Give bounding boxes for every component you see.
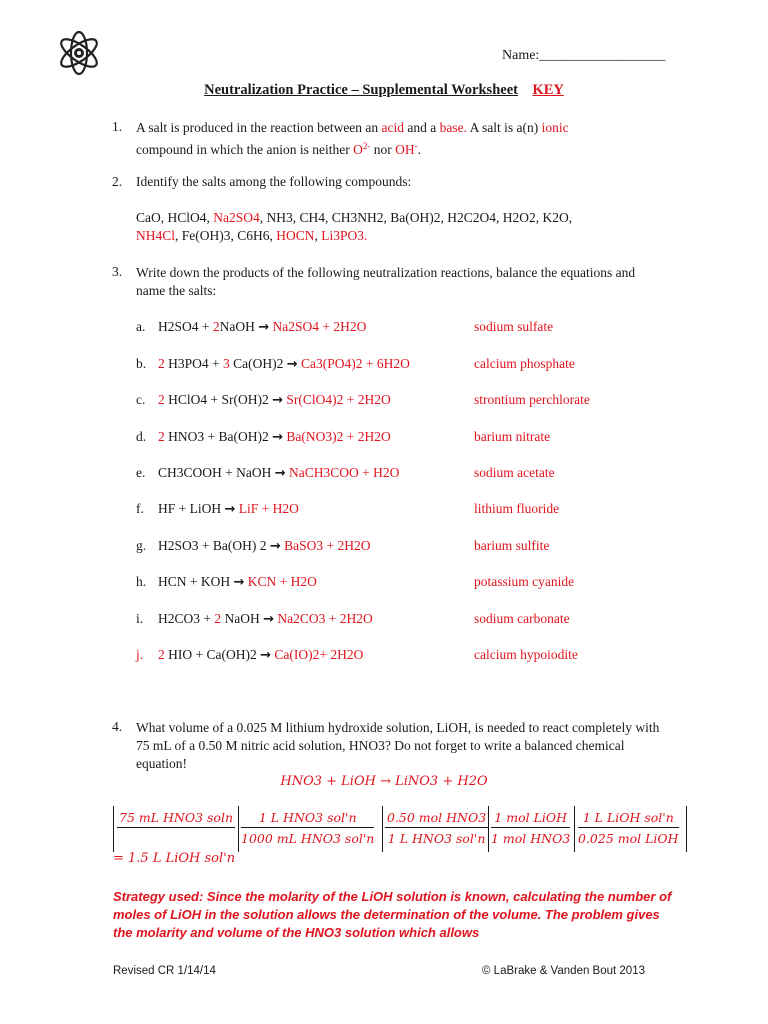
footer-revision: Revised CR 1/14/14 [113,965,216,977]
q4-result: = 1.5 L LiOH sol'n [113,851,236,866]
factor-denominator: 1 L HNO3 sol'n [387,831,486,846]
q2-prompt: Identify the salts among the following compounds: [136,174,412,189]
reaction-products: NaCH3COO + H2O [289,465,400,480]
title-text: Neutralization Practice – Supplemental Worksheet [204,82,518,98]
reaction-equation: 2 HNO3 + Ba(OH)2 → Ba(NO3)2 + 2H2O [158,429,391,445]
reaction-letter: d. [136,429,147,444]
q1-text: A salt is produced in the reaction between an acid and a base. A salt is a(n) ionic compound in which the anion is neither $O^{2-}$ nor OH-. [136,120,569,157]
q2-compounds-line2: NH4Cl, Fe(OH)3, C6H6, HOCN, Li3PO3. [136,228,368,243]
reaction-equation: 2 HClO4 + Sr(OH)2 → Sr(ClO4)2 + 2H2O [158,392,391,408]
reaction-equation: 2 HIO + Ca(OH)2 → Ca(IO)2+ 2H2O [158,647,364,663]
reaction-products: Sr(ClO4)2 + 2H2O [286,392,391,407]
fraction-divider [238,806,239,852]
reaction-letter: g. [136,538,147,553]
reaction-products: Na2SO4 + 2H2O [272,319,367,334]
salt-answer: Li3PO3 [321,228,365,243]
worksheet-title [0,82,768,99]
factor-denominator [117,828,235,831]
reaction-products: LiF + H2O [238,501,299,516]
reaction-letter: c. [136,392,146,407]
arrow-icon: → [263,612,275,627]
fraction-divider [686,806,687,852]
arrow-icon: → [274,466,286,481]
conversion-factor [385,810,488,846]
conversion-factor [117,810,235,831]
conversion-factor [491,810,570,846]
reaction-equation: 2 H3PO4 + 3 Ca(OH)2 → Ca3(PO4)2 + 6H2O [158,356,410,372]
salt-name: barium nitrate [474,429,551,444]
factor-numerator: 75 mL HNO3 soln [117,810,235,828]
salt-name: potassium cyanide [474,574,575,589]
reaction-equation: H2SO3 + Ba(OH) 2 → BaSO3 + 2H2O [158,538,371,554]
reaction-letter: a. [136,319,146,334]
reaction-equation: H2CO3 + 2 NaOH → Na2CO3 + 2H2O [158,611,373,627]
strategy-note: Strategy used: Since the molarity of the LiOH solution is known, calculating the number of moles of LiOH in the solution allows the determination of the volume. The problem gives the molarity and volume of the HNO3 solution which allows [113,889,672,940]
salt-name: calcium phosphate [474,356,575,371]
q4-number: 4. [112,719,123,734]
arrow-icon: → [269,539,281,554]
fraction-divider [382,806,383,852]
salt-name: sodium carbonate [474,611,570,626]
atom-icon [54,28,104,78]
salt-answer: NH4Cl [136,228,176,243]
salt-name: strontium perchlorate [474,392,590,407]
salt-answer: HOCN [276,228,315,243]
salt-name: calcium hypoiodite [474,647,578,662]
reaction-products: Na2CO3 + 2H2O [277,611,373,626]
arrow-icon: → [272,393,284,408]
balanced-equation: HNO3 + LiOH → LiNO3 + H2O [280,774,488,789]
conversion-factor [578,810,679,846]
salt-name: sodium acetate [474,465,555,480]
reaction-equation: HCN + KOH → KCN + H2O [158,574,317,590]
q1-number: 1. [112,119,123,134]
reaction-letter: f. [136,501,144,516]
key-label: KEY [532,82,564,98]
reaction-products: BaSO3 + 2H2O [284,538,371,553]
reaction-letter: b. [136,356,147,371]
factor-denominator: 1000 mL HNO3 sol'n [241,831,375,846]
factor-numerator: 1 mol LiOH [491,810,570,828]
factor-numerator: 1 L HNO3 sol'n [241,810,374,828]
reaction-equation: HF + LiOH → LiF + H2O [158,501,299,517]
arrow-icon: → [258,320,270,335]
reaction-products: KCN + H2O [247,574,317,589]
factor-denominator: 1 mol HNO3 [491,831,571,846]
arrow-icon: → [272,430,284,445]
factor-numerator: 1 L LiOH sol'n [578,810,679,828]
footer-copyright: © LaBrake & Vanden Bout 2013 [482,965,645,977]
arrow-icon: → [260,648,271,663]
fraction-divider [113,806,114,852]
q3-number: 3. [112,264,123,279]
reaction-equation: CH3COOH + NaOH → NaCH3COO + H2O [158,465,400,481]
arrow-icon: → [233,575,245,590]
conversion-factor [241,810,374,846]
reaction-letter: h. [136,574,147,589]
reaction-products: Ba(NO3)2 + 2H2O [286,429,391,444]
q3-prompt: Write down the products of the following neutralization reactions, balance the equations and name the salts: [136,265,636,298]
q2-compounds-line1: CaO, HClO4, Na2SO4, NH3, CH4, CH3NH2, Ba(OH)2, H2C2O4, H2O2, K2O, [136,210,573,225]
reaction-equation: H2SO4 + 2NaOH → Na2SO4 + 2H2O [158,319,367,335]
salt-name: barium sulfite [474,538,550,553]
salt-name: lithium fluoride [474,501,560,516]
reaction-products: Ca(IO)2+ 2H2O [274,647,364,662]
salt-name: sodium sulfate [474,319,554,334]
salt-answer: Na2SO4 [213,210,260,225]
arrow-icon: → [286,357,298,372]
reaction-letter: i. [136,611,144,626]
name-field-label: Name:__________________ [502,48,666,63]
factor-numerator: 0.50 mol HNO3 [385,810,488,828]
reaction-letter: j. [136,647,144,662]
reaction-products: Ca3(PO4)2 + 6H2O [301,356,410,371]
reaction-letter: e. [136,465,146,480]
factor-denominator: 0.025 mol LiOH [578,831,679,846]
q2-number: 2. [112,174,123,189]
arrow-icon: → [224,502,236,517]
fraction-divider [574,806,575,852]
q4-prompt: What volume of a 0.025 M lithium hydroxide solution, LiOH, is needed to react completely with 75 mL of a 0.50 M nitric acid solution, HNO3? Do not forget to write a balanced chemical equation! [136,720,660,771]
